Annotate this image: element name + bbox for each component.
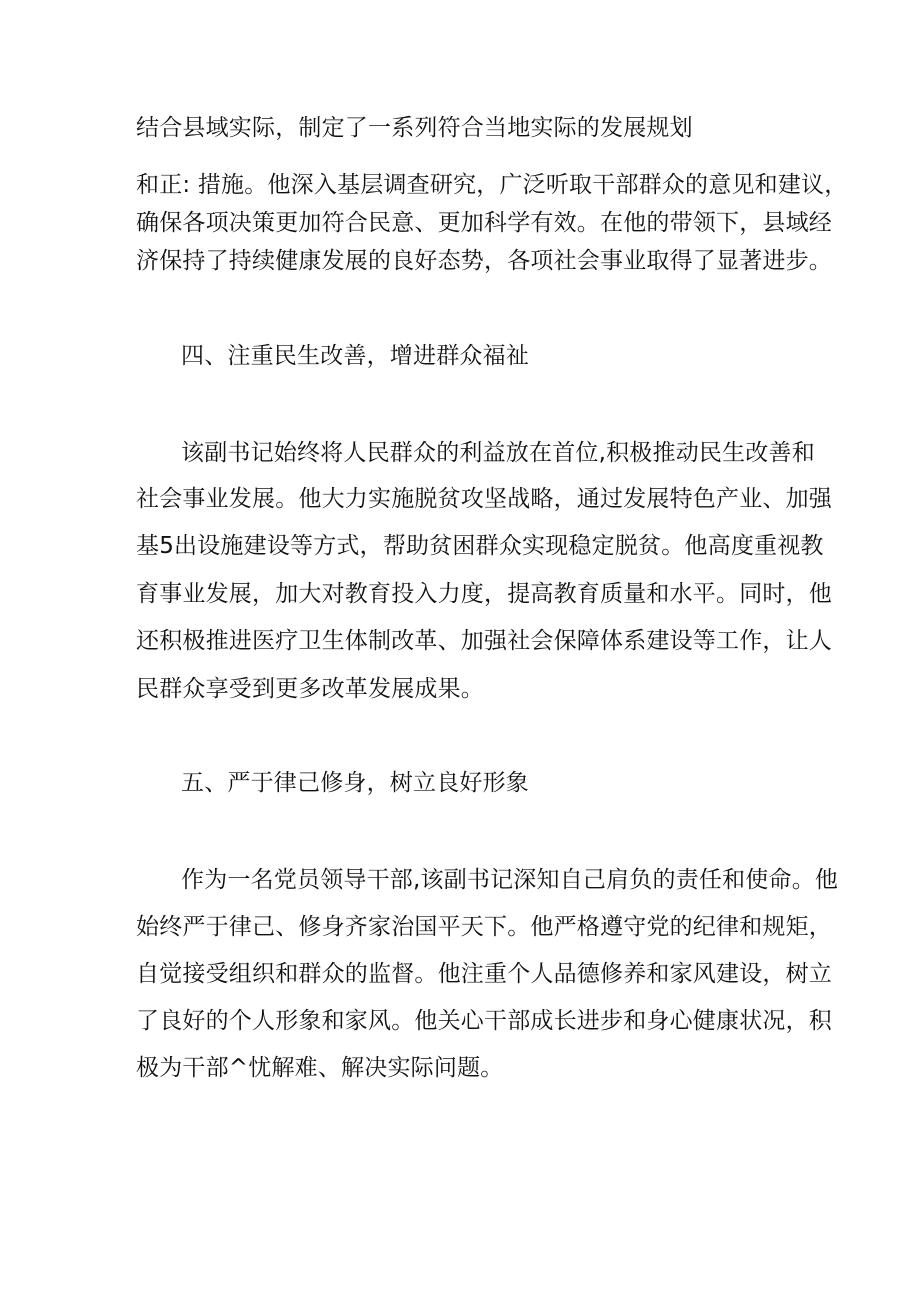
section-heading: 四、注重民生改善，增进群众福祉 [181, 343, 529, 369]
paragraph-line: 作为一名党员领导干部,该副书记深知自己肩负的责任和使命。他 [181, 867, 839, 893]
paragraph-line: 民群众享受到更多改革发展成果。 [136, 676, 484, 702]
paragraph-line: 了良好的个人形象和家风。他关心干部成长进步和身心健康状况，积 [136, 1008, 832, 1034]
paragraph-line: 和正: 措施。他深入基层调查研究，广泛听取干部群众的意见和建议， [136, 172, 848, 198]
paragraph-line: 确保各项决策更加符合民意、更加科学有效。在他的带领下，县域经 [136, 210, 832, 236]
paragraph-line: 济保持了持续健康发展的良好态势，各项社会事业取得了显著进步。 [136, 248, 832, 274]
paragraph-line: 还积极推进医疗卫生体制改革、加强社会保障体系建设等工作，让人 [136, 628, 832, 654]
paragraph-line: 结合县域实际，制定了一系列符合当地实际的发展规划 [136, 115, 693, 141]
paragraph-line: 极为干部^忧解难、解决实际问题。 [136, 1055, 504, 1081]
paragraph-line: 自觉接受组织和群众的监督。他注重个人品德修养和家风建设，树立 [136, 961, 832, 987]
paragraph-line: 社会事业发展。他大力实施脱贫攻坚战略，通过发展特色产业、加强 [136, 486, 832, 512]
paragraph-line: 育事业发展，加大对教育投入力度，提高教育质量和水平。同时，他 [136, 581, 832, 607]
paragraph-line: 该副书记始终将人民群众的利益放在首位,积极推动民生改善和 [181, 440, 815, 466]
section-heading: 五、严于律己修身，树立良好形象 [181, 770, 529, 796]
paragraph-line: 始终严于律己、修身齐家治国平天下。他严格遵守党的纪律和规矩， [136, 914, 832, 940]
paragraph-line: 基5出设施建设等方式，帮助贫困群众实现稳定脱贫。他高度重视教 [136, 533, 824, 559]
